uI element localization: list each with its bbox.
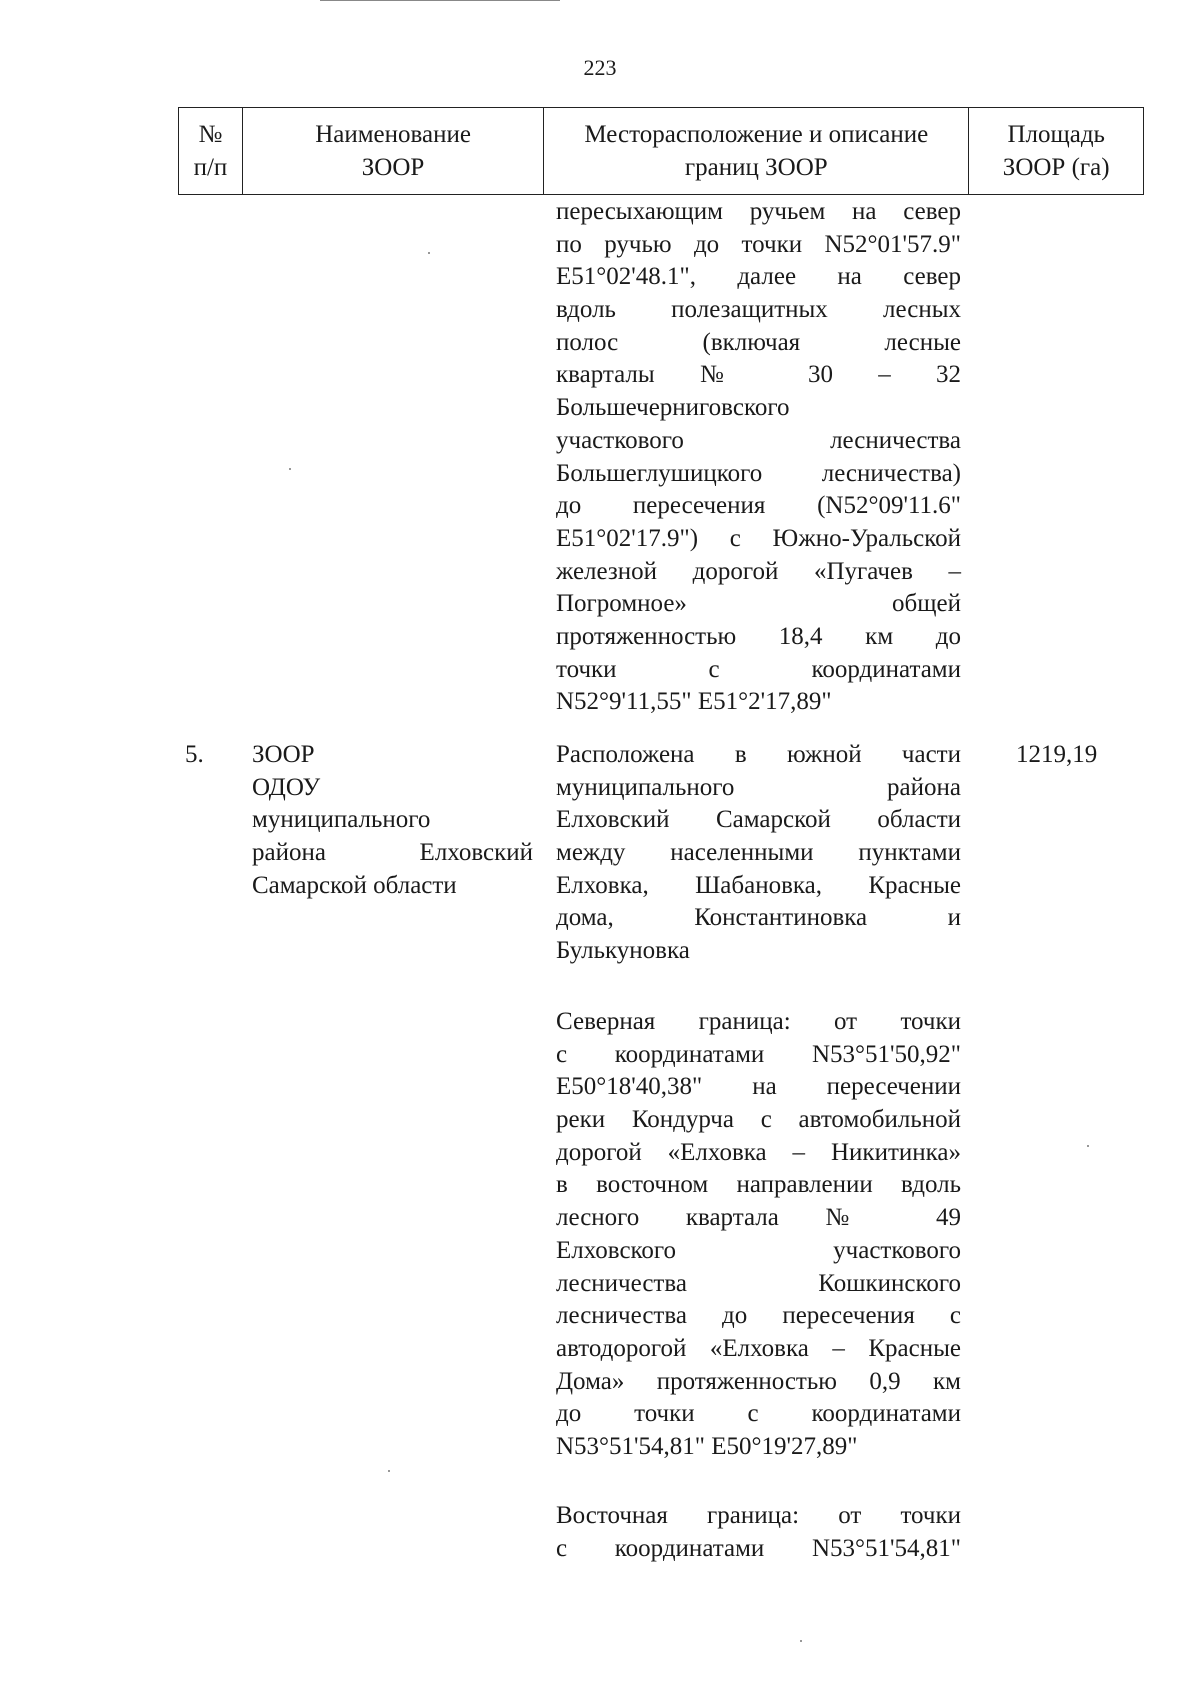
continuation-line: вдоль полезащитных лесных bbox=[556, 296, 961, 324]
north-boundary-line: реки Кондурча с автомобильной bbox=[556, 1106, 961, 1134]
north-boundary-line: лесничества до пересечения с bbox=[556, 1302, 961, 1330]
row-5-north-boundary bbox=[556, 1006, 961, 1464]
row-5-intro-description bbox=[556, 739, 961, 968]
scan-speck bbox=[428, 252, 430, 254]
north-boundary-line: Елховского участкового bbox=[556, 1236, 961, 1264]
table-header bbox=[178, 107, 1144, 195]
header-cell-location bbox=[544, 108, 969, 194]
header-cell-number bbox=[179, 108, 243, 194]
north-boundary-line: Северная граница: от точки bbox=[556, 1008, 961, 1035]
page-number: 223 bbox=[583, 55, 617, 80]
scan-speck bbox=[800, 1640, 802, 1642]
row-5-east-boundary bbox=[556, 1500, 961, 1565]
header-location-line-1: Месторасположение и описание bbox=[584, 121, 929, 148]
intro-line: муниципального района bbox=[556, 773, 961, 801]
continuation-line: точки с координатами bbox=[556, 655, 961, 683]
north-boundary-line: Дома» протяженностью 0,9 км bbox=[556, 1367, 961, 1395]
header-name-line-1: Наименование bbox=[315, 121, 471, 148]
intro-line: Елховка, Шабановка, Красные bbox=[556, 871, 961, 899]
continuation-line: N52°9'11,55" E51°2'17,89" bbox=[556, 688, 832, 716]
continuation-line: Большеглушицкого лесничества) bbox=[556, 459, 961, 487]
continuation-line: железной дорогой «Пугачев – bbox=[556, 557, 961, 585]
continuation-line: Большечерниговского bbox=[556, 394, 790, 422]
continuation-line: участкового лесничества bbox=[556, 426, 961, 454]
scan-speck bbox=[1087, 1145, 1089, 1147]
intro-line: Расположена в южной части bbox=[556, 741, 961, 768]
row-5-name bbox=[252, 739, 533, 902]
header-area-line-1: Площадь bbox=[1007, 121, 1105, 148]
header-number-line-2: п/п bbox=[193, 154, 228, 181]
continuation-line: пересыхающим ручьем на север bbox=[556, 198, 961, 225]
header-area-line-2: ЗООР (га) bbox=[1002, 154, 1110, 181]
row-5-name-line: муниципального bbox=[252, 806, 431, 834]
north-boundary-line: до точки с координатами bbox=[556, 1400, 961, 1428]
north-boundary-line: в восточном направлении вдоль bbox=[556, 1171, 961, 1199]
north-boundary-line: дорогой «Елховка – Никитинка» bbox=[556, 1138, 961, 1166]
continuation-line: Погромное» общей bbox=[556, 590, 961, 618]
continuation-line: протяженностью 18,4 км до bbox=[556, 622, 961, 650]
north-boundary-line: лесного квартала № 49 bbox=[556, 1204, 961, 1232]
intro-line: Булькуновка bbox=[556, 937, 690, 965]
row-5-name-line: Самарской области bbox=[252, 871, 457, 899]
header-name-line-2: ЗООР bbox=[361, 154, 425, 181]
row-5-name-line: района Елховский bbox=[252, 839, 533, 867]
north-boundary-line: лесничества Кошкинского bbox=[556, 1269, 961, 1297]
continuation-line: E51°02'17.9") с Южно-Уральской bbox=[556, 524, 961, 552]
scan-top-edge-line bbox=[320, 0, 560, 1]
row-5-name-line: ЗООР bbox=[252, 741, 315, 768]
row-5-number: 5. bbox=[185, 741, 204, 768]
header-cell-area bbox=[969, 108, 1143, 194]
north-boundary-line: с координатами N53°51'50,92" bbox=[556, 1040, 961, 1068]
north-boundary-line: автодорогой «Елховка – Красные bbox=[556, 1334, 961, 1362]
continuation-line: полос (включая лесные bbox=[556, 328, 961, 356]
continuation-line: E51°02'48.1", далее на север bbox=[556, 263, 961, 291]
row-5-name-line: ОДОУ bbox=[252, 773, 321, 801]
continuation-description bbox=[556, 196, 961, 719]
intro-line: Елховский Самарской области bbox=[556, 806, 961, 834]
continuation-line: до пересечения (N52°09'11.6" bbox=[556, 492, 961, 520]
east-boundary-line: с координатами N53°51'54,81" bbox=[556, 1534, 961, 1562]
intro-line: между населенными пунктами bbox=[556, 839, 961, 867]
intro-line: дома, Константиновка и bbox=[556, 904, 961, 932]
scan-speck bbox=[388, 1470, 390, 1472]
row-5-area: 1219,19 bbox=[1016, 741, 1098, 768]
header-cell-name bbox=[243, 108, 544, 194]
scan-speck bbox=[289, 468, 291, 470]
continuation-line: кварталы № 30 – 32 bbox=[556, 361, 961, 389]
header-location-line-2: границ ЗООР bbox=[684, 154, 828, 181]
header-number-line-1: № bbox=[198, 121, 223, 148]
north-boundary-line: N53°51'54,81" E50°19'27,89" bbox=[556, 1432, 858, 1460]
continuation-line: по ручью до точки N52°01'57.9" bbox=[556, 230, 961, 258]
east-boundary-line: Восточная граница: от точки bbox=[556, 1502, 961, 1529]
north-boundary-line: E50°18'40,38" на пересечении bbox=[556, 1073, 961, 1101]
